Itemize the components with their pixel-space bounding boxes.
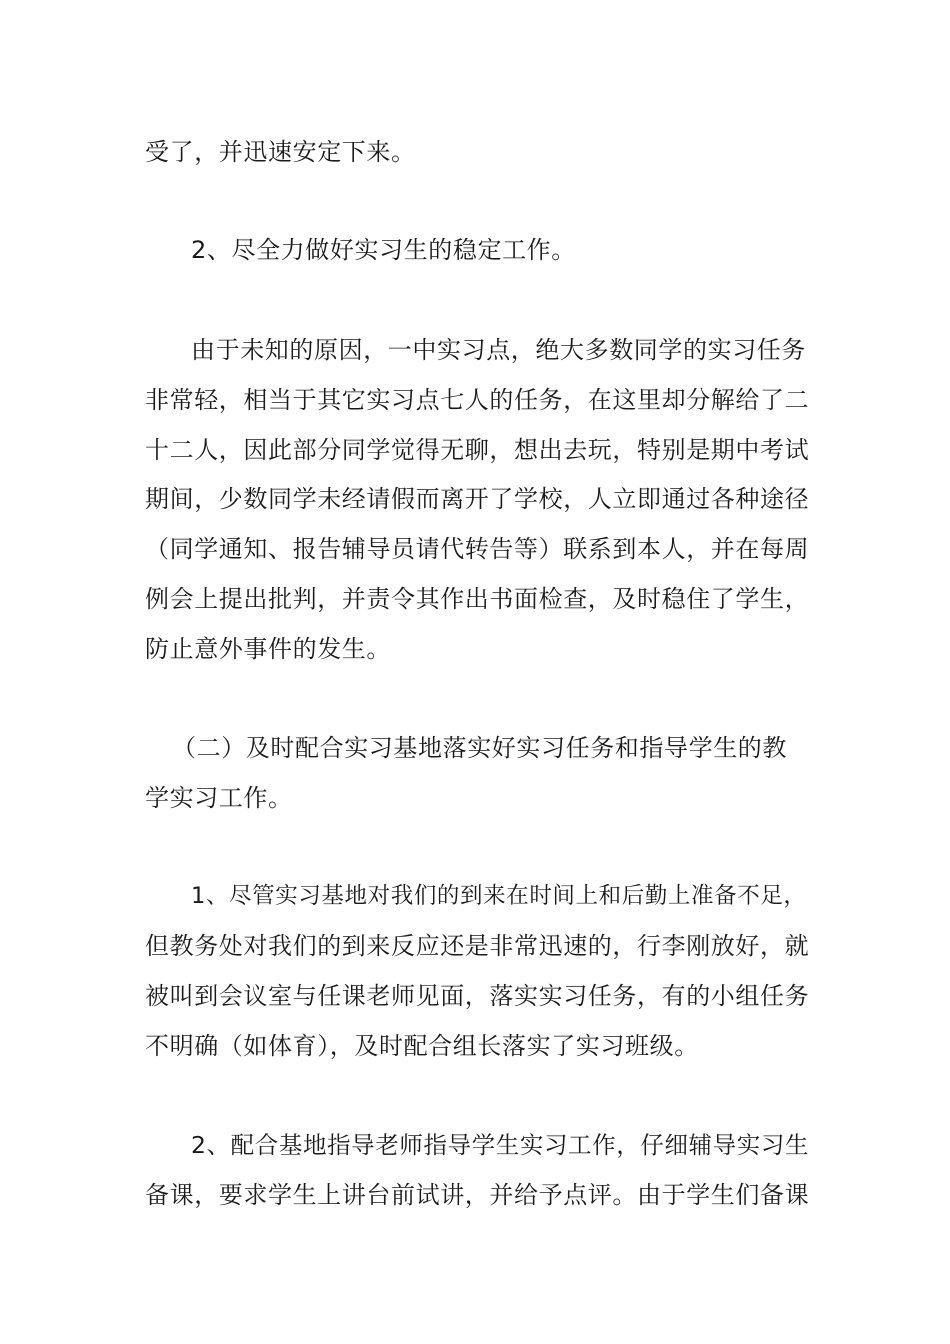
paragraph-3-line-5: （同学通知、报告辅导员请代转告等）联系到本人，并在每周: [145, 535, 810, 563]
paragraph-6-line-2: 备课，要求学生上讲台前试讲，并给予点评。由于学生们备课: [145, 1181, 810, 1209]
paragraph-3-line-6: 例会上提出批判，并责令其作出书面检查，及时稳住了学生，: [145, 585, 810, 613]
paragraph-4-line-2: 学实习工作。: [145, 784, 293, 812]
paragraph-3-line-7: 防止意外事件的发生。: [145, 635, 391, 663]
paragraph-5-line-2: 但教务处对我们的到来反应还是非常迅速的，行李刚放好，就: [145, 932, 810, 960]
paragraph-6-line-1: 2、配合基地指导老师指导学生实习工作，仔细辅导实习生: [191, 1131, 810, 1159]
paragraph-5-line-3: 被叫到会议室与任课老师见面，落实实习任务，有的小组任务: [145, 982, 810, 1010]
paragraph-3-line-2: 非常轻，相当于其它实习点七人的任务，在这里却分解给了二: [145, 386, 810, 414]
paragraph-1-line-1: 受了，并迅速安定下来。: [145, 138, 416, 166]
paragraph-3-line-3: 十二人，因此部分同学觉得无聊，想出去玩，特别是期中考试: [145, 436, 810, 464]
paragraph-3-line-1: 由于未知的原因，一中实习点，绝大多数同学的实习任务: [191, 336, 806, 364]
paragraph-4-line-1: （二）及时配合实习基地落实好实习任务和指导学生的教: [172, 734, 787, 762]
paragraph-5-line-4: 不明确（如体育），及时配合组长落实了实习班级。: [145, 1032, 699, 1060]
paragraph-3-line-4: 期间，少数同学未经请假而离开了学校，人立即通过各种途径: [145, 485, 810, 513]
paragraph-2-line-1: 2、尽全力做好实习生的稳定工作。: [191, 236, 576, 264]
paragraph-5-line-1: 1、尽管实习基地对我们的到来在时间上和后勤上准备不足，: [191, 883, 807, 909]
